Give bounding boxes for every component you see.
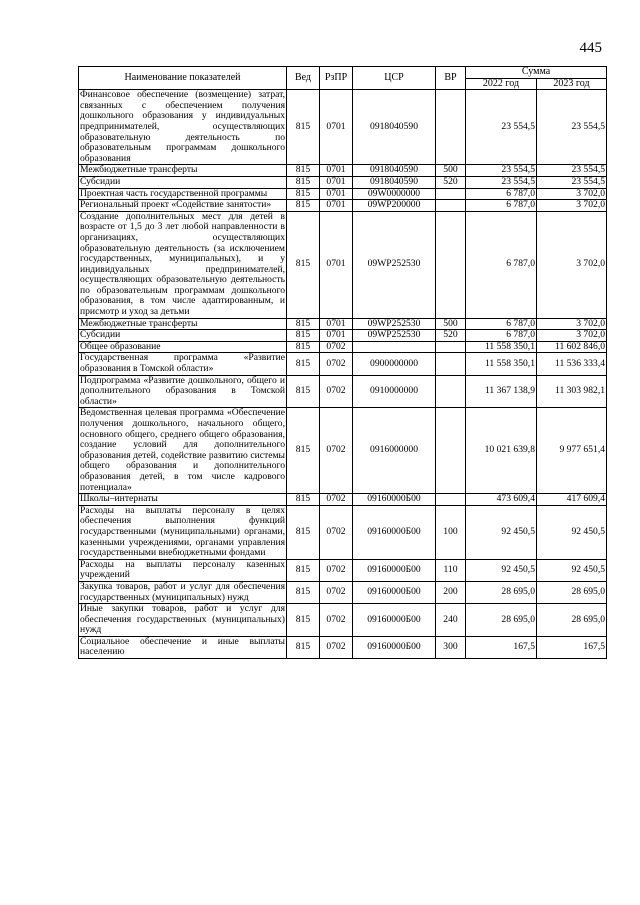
row-name: Расходы на выплаты персоналу в целях обеспечения выполнения функций государственными (муниципальными) органами, казенными учреждениями, органами управления государственными внебюджетными фондами: [80, 504, 285, 559]
row-amount-2022: 6 787,0: [466, 330, 537, 342]
row-amount-2023: 3 702,0: [537, 188, 607, 200]
row-name: Иные закупки товаров, работ и услуг для обеспечения государственных (муниципальных) нужд: [80, 603, 285, 636]
row-csr: [353, 341, 436, 353]
row-rzpr: 0702: [320, 559, 353, 581]
row-amount-2022: 473 609,4: [466, 494, 537, 506]
row-amount-2022: 6 787,0: [466, 188, 537, 200]
row-ved: 815: [287, 341, 320, 353]
row-rzpr: 0702: [320, 494, 353, 506]
row-vr: [436, 341, 466, 353]
table-row: [79, 330, 607, 342]
row-amount-2023: 11 303 982,1: [537, 375, 607, 408]
row-rzpr: 0702: [320, 505, 353, 559]
row-rzpr: 0702: [320, 375, 353, 408]
table-row: [79, 318, 607, 330]
row-ved: 815: [287, 200, 320, 212]
row-vr: [436, 408, 466, 494]
row-vr: 520: [436, 330, 466, 342]
row-rzpr: 0702: [320, 353, 353, 375]
row-ved: 815: [287, 636, 320, 658]
row-vr: [436, 188, 466, 200]
row-vr: 100: [436, 505, 466, 559]
row-amount-2022: 92 450,5: [466, 505, 537, 559]
table-header: [79, 67, 607, 90]
row-name: Создание дополнительных мест для детей в возрасте от 1,5 до 3 лет любой направленности в организациях, осуществляющих образовательную деятельность (за исключением государственных, муниципальных), и у индивидуальных предпринимателей, осуществляющих образовательную деятельность по образовательным программам дошкольного образования, в том числе адаптированным, и присмотр и уход за детьми: [80, 210, 285, 318]
row-amount-2022: 6 787,0: [466, 211, 537, 318]
table-row: [79, 176, 607, 188]
row-csr: 0916000000: [353, 408, 436, 494]
row-name: Общее образование: [79, 341, 287, 353]
row-name: Субсидии: [79, 330, 287, 342]
row-name: Государственная программа «Развитие образования в Томской области»: [80, 352, 285, 375]
header-rzpr: РзПР: [320, 67, 353, 90]
row-amount-2023: 92 450,5: [537, 505, 607, 559]
row-ved: 815: [287, 330, 320, 342]
table-row: [79, 494, 607, 506]
row-amount-2023: 3 702,0: [537, 200, 607, 212]
row-amount-2022: 167,5: [466, 636, 537, 658]
row-rzpr: 0702: [320, 408, 353, 494]
row-name: Школы–интернаты: [79, 494, 287, 506]
table-row: [79, 200, 607, 212]
row-rzpr: 0702: [320, 636, 353, 658]
row-rzpr: 0701: [320, 211, 353, 318]
row-csr: 09WP200000: [353, 200, 436, 212]
row-ved: 815: [287, 375, 320, 408]
row-name: Ведомственная целевая программа «Обеспечение получения дошкольного, начального общего, основного общего, среднего общего образования, создание условий для дополнительного образования детей, содействие развитию системы общего образования и дополнительного образования детей, в том числе кадрового потенциала»: [80, 407, 285, 493]
row-csr: 0918040590: [353, 176, 436, 188]
row-vr: [436, 494, 466, 506]
row-amount-2023: 23 554,5: [537, 90, 607, 165]
table-row: [79, 188, 607, 200]
budget-table: [78, 66, 607, 659]
header-sum: Сумма: [466, 67, 607, 79]
row-amount-2022: 23 554,5: [466, 165, 537, 177]
row-ved: 815: [287, 505, 320, 559]
row-vr: [436, 90, 466, 165]
row-ved: 815: [287, 494, 320, 506]
row-csr: 0918040590: [353, 165, 436, 177]
row-name: Финансовое обеспечение (возмещение) затрат, связанных с обеспечением получения дошкольного образования у индивидуальных предпринимателей, осуществляющих образовательную деятельность по образовательным программам дошкольного образования: [80, 89, 285, 164]
row-vr: 240: [436, 604, 466, 637]
row-amount-2023: 92 450,5: [537, 559, 607, 581]
row-ved: 815: [287, 559, 320, 581]
row-rzpr: 0702: [320, 604, 353, 637]
row-ved: 815: [287, 211, 320, 318]
table-row: [79, 211, 607, 318]
row-amount-2022: 23 554,5: [466, 176, 537, 188]
row-amount-2022: 6 787,0: [466, 318, 537, 330]
row-csr: 09160000Б00: [353, 581, 436, 603]
header-csr: ЦСР: [353, 67, 436, 90]
row-ved: 815: [287, 165, 320, 177]
header-ved: Вед: [287, 67, 320, 90]
row-csr: 09WP252530: [353, 211, 436, 318]
row-rzpr: 0701: [320, 188, 353, 200]
row-ved: 815: [287, 604, 320, 637]
row-amount-2023: 23 554,5: [537, 176, 607, 188]
row-csr: 09WP252530: [353, 318, 436, 330]
row-vr: 500: [436, 318, 466, 330]
row-amount-2022: 23 554,5: [466, 90, 537, 165]
row-ved: 815: [287, 318, 320, 330]
row-amount-2023: 3 702,0: [537, 318, 607, 330]
row-amount-2023: 23 554,5: [537, 165, 607, 177]
row-csr: 0918040590: [353, 90, 436, 165]
row-ved: 815: [287, 90, 320, 165]
row-amount-2023: 11 536 333,4: [537, 353, 607, 375]
row-amount-2023: 3 702,0: [537, 330, 607, 342]
row-ved: 815: [287, 176, 320, 188]
row-ved: 815: [287, 188, 320, 200]
row-amount-2023: 28 695,0: [537, 604, 607, 637]
row-rzpr: 0701: [320, 330, 353, 342]
row-csr: 09160000Б00: [353, 604, 436, 637]
row-amount-2022: 28 695,0: [466, 581, 537, 603]
row-vr: 200: [436, 581, 466, 603]
row-vr: 300: [436, 636, 466, 658]
row-vr: [436, 200, 466, 212]
table-row: [79, 505, 607, 559]
row-amount-2023: 3 702,0: [537, 211, 607, 318]
row-vr: 110: [436, 559, 466, 581]
row-rzpr: 0701: [320, 165, 353, 177]
table-row: [79, 341, 607, 353]
row-vr: 500: [436, 165, 466, 177]
table-row: [79, 408, 607, 494]
row-csr: 09160000Б00: [353, 636, 436, 658]
row-name: Субсидии: [79, 176, 287, 188]
table-row: [79, 165, 607, 177]
table-body: [79, 90, 607, 659]
row-name: Региональный проект «Содействие занятости»: [79, 200, 287, 212]
table-row: [79, 353, 607, 375]
row-amount-2023: 11 602 846,0: [537, 341, 607, 353]
header-vr: ВР: [436, 67, 466, 90]
row-rzpr: 0701: [320, 318, 353, 330]
table-row: [79, 581, 607, 603]
row-csr: 09160000Б00: [353, 494, 436, 506]
row-ved: 815: [287, 353, 320, 375]
row-name: Социальное обеспечение и иные выплаты населению: [80, 635, 285, 658]
table-row: [79, 90, 607, 165]
row-amount-2022: 6 787,0: [466, 200, 537, 212]
row-csr: 09160000Б00: [353, 505, 436, 559]
page-number: 445: [579, 40, 602, 56]
row-rzpr: 0702: [320, 581, 353, 603]
row-amount-2022: 10 021 639,8: [466, 408, 537, 494]
header-year-2023: 2023 год: [537, 78, 607, 90]
row-name: Проектная часть государственной программы: [79, 188, 287, 200]
row-rzpr: 0702: [320, 341, 353, 353]
table-row: [79, 559, 607, 581]
row-rzpr: 0701: [320, 200, 353, 212]
row-name: Закупка товаров, работ и услуг для обеспечения государственных (муниципальных) нужд: [80, 580, 285, 603]
row-vr: [436, 353, 466, 375]
row-amount-2022: 11 558 350,1: [466, 341, 537, 353]
row-rzpr: 0701: [320, 90, 353, 165]
row-csr: 0900000000: [353, 353, 436, 375]
row-amount-2022: 92 450,5: [466, 559, 537, 581]
row-amount-2022: 11 558 350,1: [466, 353, 537, 375]
row-csr: 09160000Б00: [353, 559, 436, 581]
row-vr: [436, 211, 466, 318]
row-vr: [436, 375, 466, 408]
row-name: Межбюджетные трансферты: [79, 318, 287, 330]
row-name: Расходы на выплаты персоналу казенных учреждений: [80, 558, 285, 581]
table-row: [79, 604, 607, 637]
row-csr: 09WP252530: [353, 330, 436, 342]
row-rzpr: 0701: [320, 176, 353, 188]
row-csr: 09W0000000: [353, 188, 436, 200]
row-csr: 0910000000: [353, 375, 436, 408]
row-ved: 815: [287, 581, 320, 603]
table-row: [79, 375, 607, 408]
row-name: Подпрограмма «Развитие дошкольного, общего и дополнительного образования в Томской области»: [80, 374, 285, 407]
table-row: [79, 636, 607, 658]
row-vr: 520: [436, 176, 466, 188]
row-name: Межбюджетные трансферты: [79, 165, 287, 177]
row-amount-2023: 417 609,4: [537, 494, 607, 506]
row-amount-2023: 9 977 651,4: [537, 408, 607, 494]
row-amount-2023: 167,5: [537, 636, 607, 658]
header-year-2022: 2022 год: [466, 78, 537, 90]
row-amount-2022: 11 367 138,9: [466, 375, 537, 408]
row-amount-2023: 28 695,0: [537, 581, 607, 603]
row-amount-2022: 28 695,0: [466, 604, 537, 637]
row-ved: 815: [287, 408, 320, 494]
header-name: Наименование показателей: [79, 67, 287, 90]
